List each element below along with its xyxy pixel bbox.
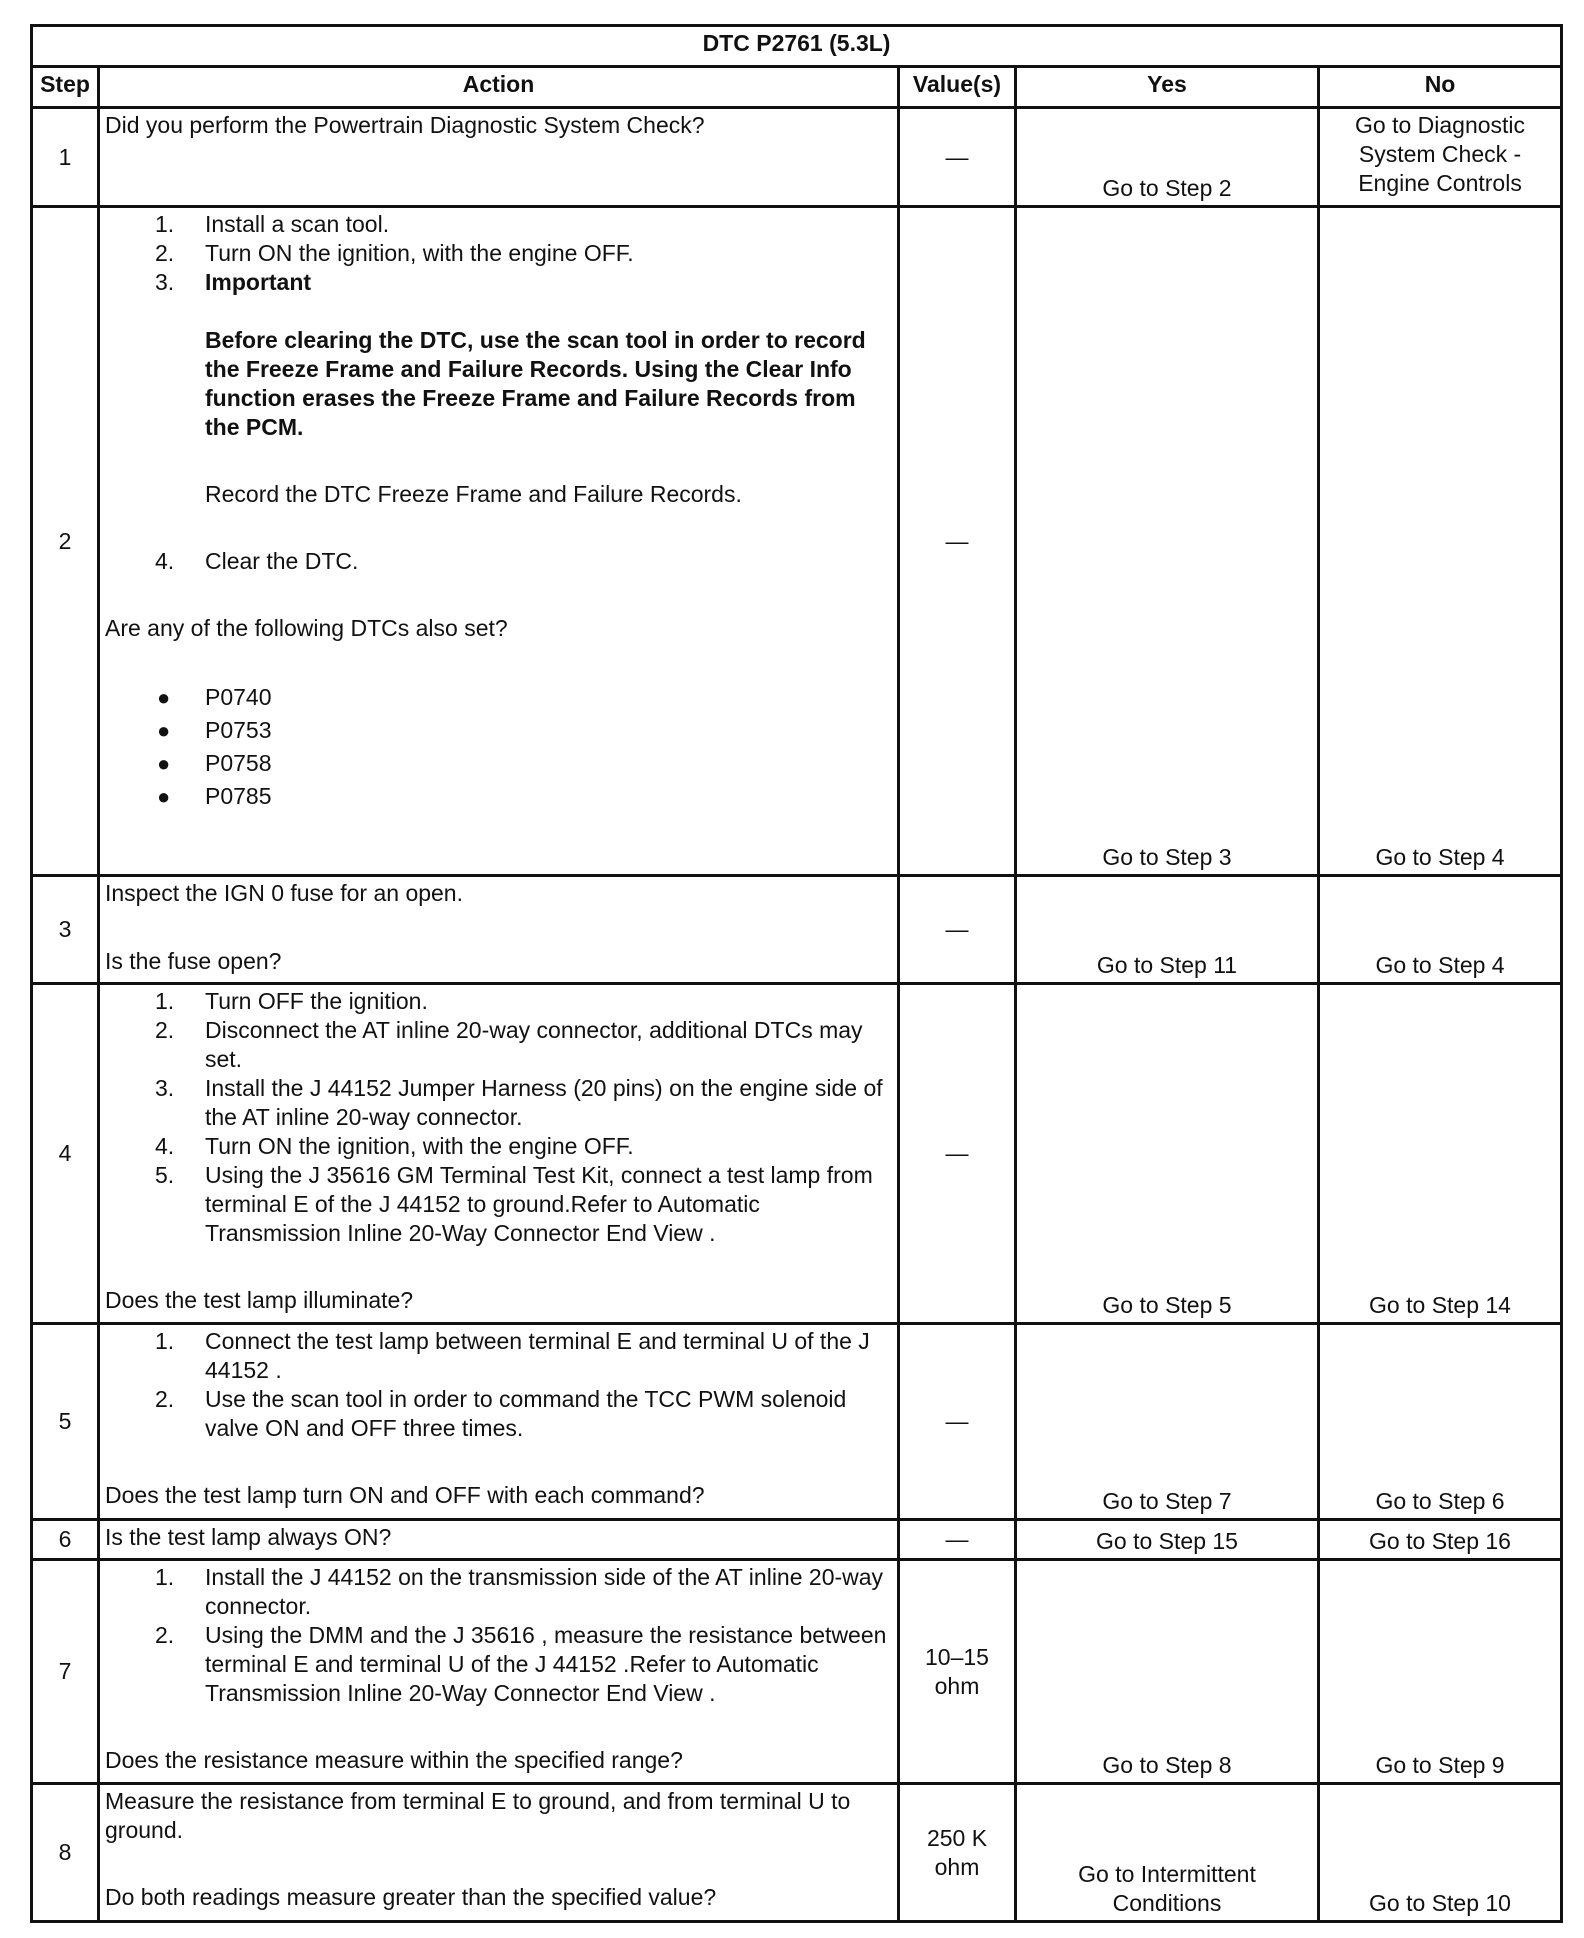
no-cell: Go to Diagnostic System Check - Engine Controls (1319, 108, 1562, 207)
table-row-step-5 (32, 1324, 1562, 1520)
dtc-table (30, 24, 1563, 1923)
list-item: 2. Using the DMM and the J 35616 , measure the resistance between terminal E and terminal U of the J 44152 .Refer to Automatic Transmission Inline 20-Way Connector End View . (155, 1622, 887, 1706)
value-range: 10–15 (925, 1643, 989, 1670)
table-row-step-7 (32, 1560, 1562, 1784)
action-question: Are any of the following DTCs also set? (105, 615, 508, 641)
no-cell: Go to Step 14 (1319, 984, 1562, 1324)
value-cell: — (899, 984, 1016, 1324)
action-cell (99, 984, 899, 1324)
list-item: 1. Install a scan tool. (155, 211, 390, 237)
action-lead: Measure the resistance from terminal E to ground, and from terminal U to ground. (105, 1788, 851, 1843)
action-list (105, 1563, 892, 1708)
action-list (105, 1327, 892, 1443)
list-item: ● P0758 (157, 750, 272, 776)
header-no: No (1319, 67, 1562, 108)
action-list (105, 210, 892, 576)
value-cell (899, 1560, 1016, 1784)
step-number: 4 (32, 984, 99, 1324)
value-cell (899, 1784, 1016, 1922)
table-row-step-3 (32, 876, 1562, 984)
list-item: 1. Turn OFF the ignition. (155, 988, 428, 1014)
table-title: DTC P2761 (5.3L) (32, 26, 1562, 67)
no-cell: Go to Step 10 (1319, 1784, 1562, 1922)
yes-cell: Go to Step 11 (1016, 876, 1319, 984)
step-number: 2 (32, 207, 99, 876)
value-cell: — (899, 108, 1016, 207)
list-item: 4. Clear the DTC. (155, 548, 359, 574)
action-cell (99, 876, 899, 984)
table-row-step-8 (32, 1784, 1562, 1922)
list-item: ● P0785 (157, 783, 272, 809)
action-list (105, 987, 892, 1248)
value-cell: — (899, 1520, 1016, 1560)
table-row-step-6 (32, 1520, 1562, 1560)
header-values: Value(s) (899, 67, 1016, 108)
value-cell: — (899, 876, 1016, 984)
list-item: 1. Install the J 44152 on the transmission side of the AT inline 20-way connector. (155, 1564, 884, 1619)
no-cell: Go to Step 9 (1319, 1560, 1562, 1784)
yes-cell: Go to Step 2 (1016, 108, 1319, 207)
action-cell (99, 108, 899, 207)
action-question: Does the test lamp illuminate? (105, 1287, 414, 1313)
list-item: 1. Connect the test lamp between terminal E and terminal U of the J 44152 . (155, 1328, 870, 1383)
action-cell (99, 1520, 899, 1560)
step-number: 5 (32, 1324, 99, 1520)
header-action: Action (99, 67, 899, 108)
action-question: Did you perform the Powertrain Diagnostic System Check? (105, 112, 705, 138)
action-question: Is the test lamp always ON? (105, 1524, 392, 1550)
table-row-step-1 (32, 108, 1562, 207)
step-number: 8 (32, 1784, 99, 1922)
step-number: 1 (32, 108, 99, 207)
important-heading: Important (205, 269, 312, 295)
yes-cell: Go to Step 5 (1016, 984, 1319, 1324)
table-row-step-2 (32, 207, 1562, 876)
action-cell (99, 207, 899, 876)
value-unit: ohm (934, 1672, 980, 1699)
action-cell (99, 1784, 899, 1922)
important-record: Record the DTC Freeze Frame and Failure Records. (205, 481, 742, 507)
no-cell: Go to Step 6 (1319, 1324, 1562, 1520)
list-item: ● P0740 (157, 684, 272, 710)
yes-line: Go to Intermittent (1078, 1861, 1256, 1887)
list-item: 4. Turn ON the ignition, with the engine OFF. (155, 1133, 634, 1159)
action-question: Does the resistance measure within the specified range? (105, 1747, 683, 1773)
yes-cell (1016, 1784, 1319, 1922)
yes-cell: Go to Step 8 (1016, 1560, 1319, 1784)
header-row (32, 67, 1562, 108)
value-cell: — (899, 1324, 1016, 1520)
no-cell: Go to Step 4 (1319, 876, 1562, 984)
list-item: ● P0753 (157, 717, 272, 743)
action-question: Is the fuse open? (105, 948, 282, 974)
value-unit: ohm (934, 1853, 980, 1880)
yes-cell: Go to Step 7 (1016, 1324, 1319, 1520)
no-cell: Go to Step 4 (1319, 207, 1562, 876)
step-number: 3 (32, 876, 99, 984)
action-question: Does the test lamp turn ON and OFF with each command? (105, 1482, 705, 1508)
yes-cell: Go to Step 15 (1016, 1520, 1319, 1560)
dtc-bullet-list (105, 681, 892, 813)
yes-cell: Go to Step 3 (1016, 207, 1319, 876)
list-item: 5. Using the J 35616 GM Terminal Test Kit, connect a test lamp from terminal E of the J 44152 to ground.Refer to Automatic Transmission Inline 20-Way Connector End View . (155, 1162, 873, 1246)
header-yes: Yes (1016, 67, 1319, 108)
value-threshold: 250 K (926, 1824, 988, 1851)
header-step: Step (32, 67, 99, 108)
yes-line: Conditions (1112, 1890, 1222, 1916)
no-cell: Go to Step 16 (1319, 1520, 1562, 1560)
step-number: 7 (32, 1560, 99, 1784)
list-item: 3. Install the J 44152 Jumper Harness (20 pins) on the engine side of the AT inline 20-way connector. (155, 1075, 883, 1130)
table-row-step-4 (32, 984, 1562, 1324)
action-cell (99, 1560, 899, 1784)
action-cell (99, 1324, 899, 1520)
action-question: Do both readings measure greater than the specified value? (105, 1884, 717, 1910)
list-item: 2. Disconnect the AT inline 20-way connector, additional DTCs may set. (155, 1017, 863, 1072)
list-item: 2. Use the scan tool in order to command the TCC PWM solenoid valve ON and OFF three times. (155, 1386, 847, 1441)
value-cell: — (899, 207, 1016, 876)
step-number: 6 (32, 1520, 99, 1560)
action-lead: Inspect the IGN 0 fuse for an open. (105, 880, 463, 906)
list-item: 2. Turn ON the ignition, with the engine OFF. (155, 240, 634, 266)
list-item: 3. Important Before clearing the DTC, use the scan tool in order to record the Freeze Frame and Failure Records. Using the Clear Info function erases the Freeze Frame and Failure Records from the PCM. Record the DTC Freeze Frame and Failure Records. (105, 268, 892, 509)
important-note: Before clearing the DTC, use the scan tool in order to record the Freeze Frame and Failure Records. Using the Clear Info function erases the Freeze Frame and Failure Records from the PCM. (205, 327, 866, 440)
